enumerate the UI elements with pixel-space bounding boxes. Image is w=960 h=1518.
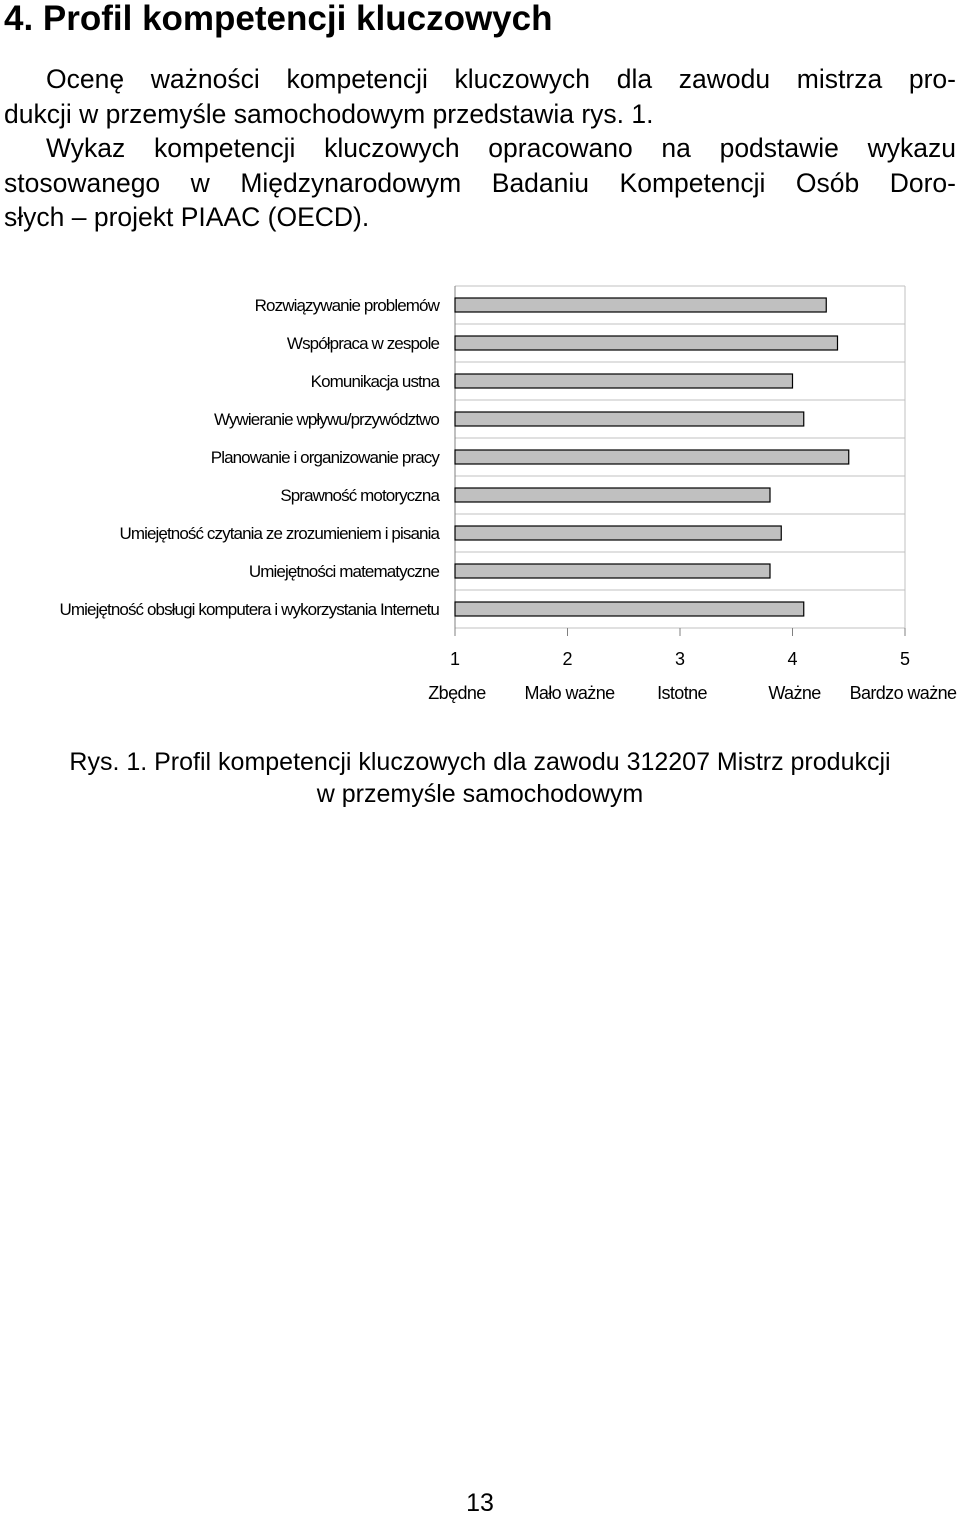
bar bbox=[455, 564, 770, 578]
category-label: Umiejętności matematyczne bbox=[248, 562, 439, 581]
intro-paragraph bbox=[4, 62, 956, 235]
caption-line: w przemyśle samochodowym bbox=[316, 780, 644, 808]
paragraph-line: słych – projekt PIAAC (OECD). bbox=[4, 202, 370, 232]
page-number: 13 bbox=[466, 1489, 494, 1517]
category-label: Umiejętność czytania ze zrozumieniem i pisania bbox=[119, 524, 439, 543]
x-tick-label: 1 bbox=[449, 649, 461, 669]
category-label: Wywieranie wpływu/przywództwo bbox=[213, 410, 439, 429]
category-label: Rozwiązywanie problemów bbox=[254, 296, 439, 315]
x-tick-label: 4 bbox=[787, 649, 798, 669]
figure-caption bbox=[0, 746, 960, 810]
x-tick-description: Bardzo ważne bbox=[849, 683, 957, 703]
x-tick-description: Mało ważne bbox=[524, 683, 615, 703]
bar bbox=[455, 450, 849, 464]
category-label: Komunikacja ustna bbox=[310, 372, 439, 391]
category-label: Współpraca w zespole bbox=[286, 334, 439, 353]
bar bbox=[455, 298, 826, 312]
category-label: Umiejętność obsługi komputera i wykorzystania Internetu bbox=[59, 600, 439, 619]
section-heading: 4. Profil kompetencji kluczowych bbox=[4, 0, 553, 38]
x-tick-label: 5 bbox=[899, 649, 911, 669]
category-label: Sprawność motoryczna bbox=[280, 486, 439, 505]
bar bbox=[455, 602, 804, 616]
x-tick-label: 2 bbox=[562, 649, 573, 669]
paragraph-line: Wykaz kompetencji kluczowych opracowano na podstawie wykazu bbox=[46, 133, 956, 163]
bar bbox=[455, 336, 838, 350]
x-tick-label: 3 bbox=[674, 649, 686, 669]
x-tick-description: Zbędne bbox=[428, 683, 486, 703]
paragraph-line: stosowanego w Międzynarodowym Badaniu Kompetencji Osób Doro- bbox=[4, 167, 956, 198]
caption-line: Rys. 1. Profil kompetencji kluczowych dla zawodu 312207 Mistrz produkcji bbox=[69, 748, 891, 776]
bar bbox=[455, 526, 781, 540]
paragraph-line: Ocenę ważności kompetencji kluczowych dla zawodu mistrza pro- bbox=[46, 64, 956, 94]
x-tick-description: Ważne bbox=[768, 683, 821, 703]
x-tick-description: Istotne bbox=[657, 683, 707, 703]
competency-bar-chart bbox=[0, 280, 960, 710]
paragraph-line: dukcji w przemyśle samochodowym przedstawia rys. 1. bbox=[4, 98, 654, 129]
bar bbox=[455, 374, 793, 388]
bar bbox=[455, 488, 770, 502]
bar bbox=[455, 412, 804, 426]
category-label: Planowanie i organizowanie pracy bbox=[210, 448, 439, 467]
